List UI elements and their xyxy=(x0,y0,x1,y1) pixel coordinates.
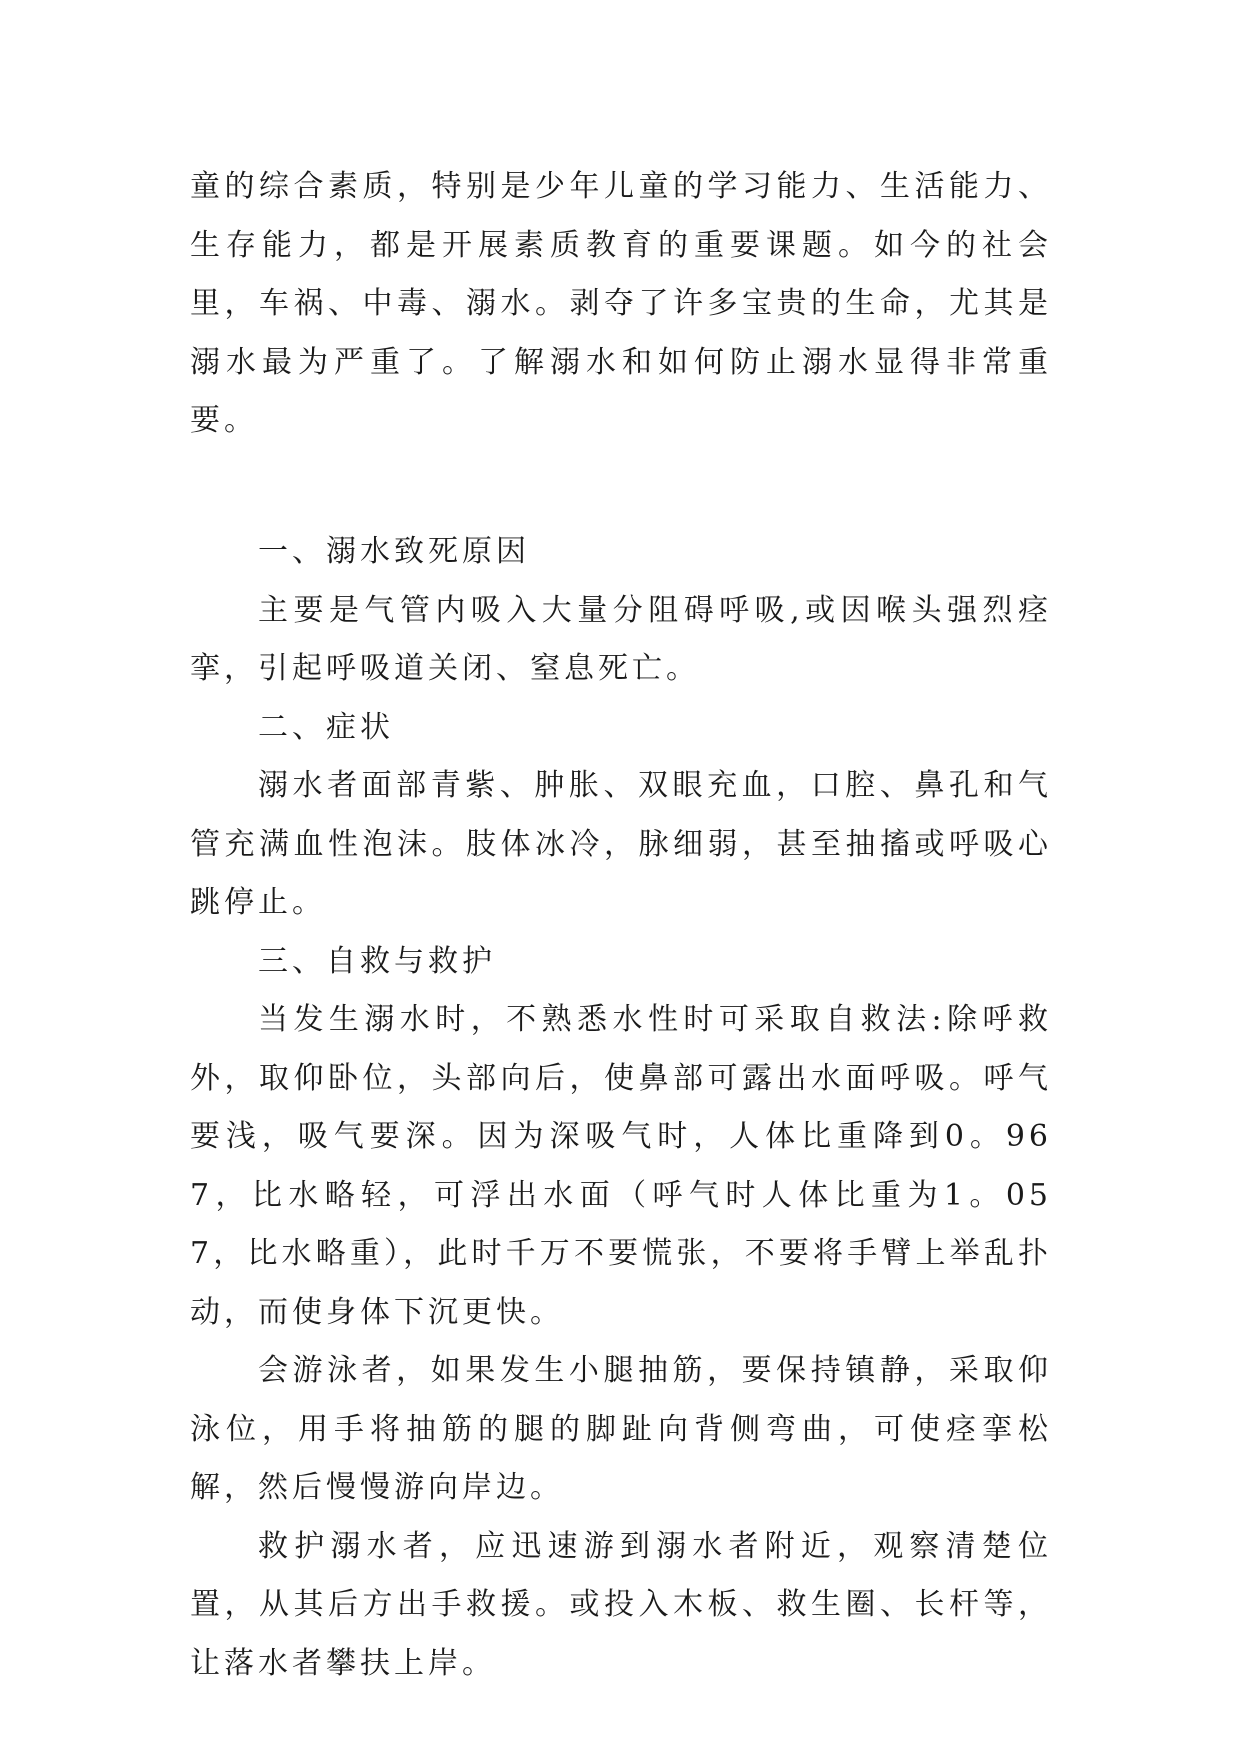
cramp-paragraph: 会游泳者，如果发生小腿抽筋，要保持镇静，采取仰泳位，用手将抽筋的腿的脚趾向背侧弯曲，可使痉挛松解，然后慢慢游向岸边。 xyxy=(190,1353,1052,1505)
paragraph-spacer xyxy=(190,509,1052,523)
section-heading-symptoms: 二、症状 xyxy=(258,709,394,745)
intro-paragraph: 童的综合素质，特别是少年儿童的学习能力、生活能力、生存能力，都是开展素质教育的重要课题。如今的社会里，车祸、中毒、溺水。剥夺了许多宝贵的生命，尤其是溺水最为严重了。了解溺水和如何防止溺水显得非常重要。 xyxy=(190,169,1052,438)
paragraph-spacer xyxy=(190,451,1052,510)
rescue-others-paragraph: 救护溺水者，应迅速游到溺水者附近，观察清楚位置，从其后方出手救援。或投入木板、救生圈、长杆等，让落水者攀扶上岸。 xyxy=(190,1528,1052,1681)
symptoms-paragraph: 溺水者面部青紫、肿胀、双眼充血，口腔、鼻孔和气管充满血性泡沫。肢体冰冷，脉细弱，甚至抽搐或呼吸心跳停止。 xyxy=(190,768,1052,920)
section-heading-cause: 一、溺水致死原因 xyxy=(258,534,530,569)
section-heading-rescue: 三、自救与救护 xyxy=(258,943,496,979)
self-rescue-paragraph: 当发生溺水时，不熟悉水性时可采取自救法:除呼救外，取仰卧位，头部向后，使鼻部可露出水面呼吸。呼气要浅，吸气要深。因为深吸气时，人体比重降到0。967，比水略轻，可浮出水面（呼气时人体比重为1。057，比水略重），此时千万不要慌张，不要将手臂上举乱扑动，而使身体下沉更快。 xyxy=(190,1002,1052,1330)
cause-paragraph: 主要是气管内吸入大量分阻碍呼吸,或因喉头强烈痉挛，引起呼吸道关闭、窒息死亡。 xyxy=(190,592,1052,686)
document-body xyxy=(190,158,1052,1693)
